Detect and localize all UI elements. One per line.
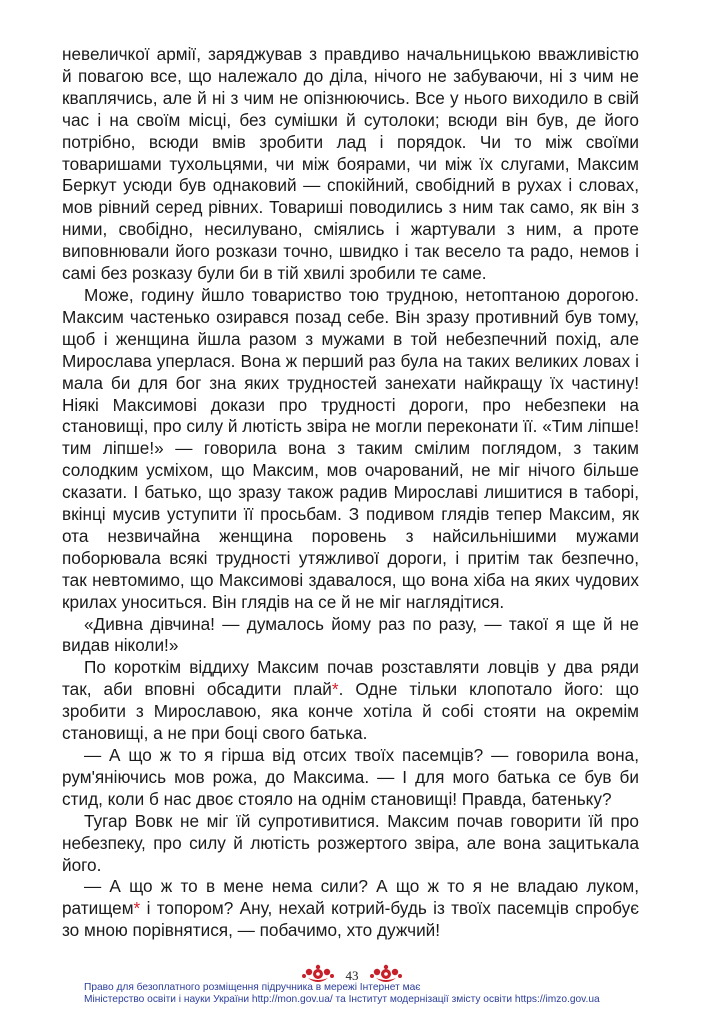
book-page-text: [62, 44, 639, 942]
paragraph-text: . Одне тільки клопотало його: що зробити з Мирославою, яка конче хотіла й собі стояти на окремім становищі, а не при боці свого батька.: [62, 679, 639, 744]
paragraph-text: — А що ж то в мене нема сили? А що ж то я не владаю луком, ратищем: [62, 876, 639, 919]
paragraph: невеличкої армії, заряджував з правдиво начальницькою вважливістю й повагою все, що належало до діла, нічого не забуваючи, ні з чим не кваплячись, але й ні з чим не опізнюючись. Все у нього виходило в свій час і на своїм місці, без сумішки й сутолоки; всюди він був, де його потрібно, всюди вмів зробити лад і порядок. Чи то між своїми товаришами тухольцями, чи між боярами, чи між їх слугами, Максим Беркут усюди був однаковий — спокійний, свобідний в рухах і словах, мов рівний серед рівних. Товариші поводились з ним так само, як він з ними, свобідно, несилувано, сміялись і жартували з ним, а проте виповнювали його розкази точно, швидко і так весело та радо, немов і самі без розказу були би в тій хвилі зробили те саме.: [62, 44, 639, 284]
paragraph-text: По короткім віддиху Максим почав розставляти ловців у два ряди так, аби вповні обсадити плай: [62, 657, 639, 700]
paragraph: [62, 657, 639, 745]
paragraph: [62, 876, 639, 942]
floral-ornament-icon: [300, 964, 336, 984]
paragraph: Може, годину йшло товариство тою трудною, нетоптаною дорогою. Максим частенько озирався позад себе. Він зразу противний був тому, щоб і женщина йшла разом з мужами в той небезпечний похід, але Мирослава уперлася. Вона ж перший раз була на таких великих ловах і мала би для бог зна яких трудностей занехати найкращу їх частину! Ніякі Максимові докази про трудності дороги, про небезпеки на становищі, про силу й лютість звіра не могли переконати її. «Тим ліпше! тим ліпше!» — говорила вона з таким смілим поглядом, з таким солодким усміхом, що Максим, мов очарований, не міг нічого більше сказати. І батько, що зразу також радив Мирославі лишитися в таборі, вкінці мусив уступити її просьбам. З подивом глядів тепер Максим, як ота незвичайна женщина поровень з найсильнішими мужами поборювала всякі трудності утяжливої дороги, і притім так безпечно, так невтомимо, що Максимові здавалося, що вона хіба на яких чудових крилах уноситься. Він глядів на се й не міг наглядітися.: [62, 284, 639, 612]
page-number: 43: [345, 968, 359, 983]
paragraph: — А що ж то я гірша від отсих твоїх пасемців? — говорила вона, рум'яніючись мов рожа, до Максима. — І для мого батька се був би стид, коли б нас двоє стояло на однім становищі! Правда, батеньку?: [62, 745, 639, 809]
rights-notice-line-2: Міністерство освіти і науки України http://mon.gov.ua/ та Інститут модернізації змісту освіти https://imzo.gov.ua: [84, 994, 600, 1005]
footnote-marker: *: [133, 898, 141, 919]
rights-notice-line-1: Право для безоплатного розміщення підручника в мережі Інтернет має: [84, 982, 421, 993]
page-footer: [0, 964, 704, 1024]
paragraph: Тугар Вовк не міг їй супротивитися. Максим почав говорити їй про небезпеку, про силу й лютість розжертого звіра, але вона зацитькала його.: [62, 810, 639, 875]
footnote-marker: *: [331, 679, 339, 700]
floral-ornament-icon: [368, 964, 404, 984]
paragraph-text: і топором? Ану, нехай котрий-будь із твоїх пасемців спробує зо мною порівнятися, — побачимо, хто дужчий!: [62, 898, 639, 941]
paragraph: «Дивна дівчина! — думалось йому раз по разу, — такої я ще й не видав ніколи!»: [62, 613, 639, 656]
